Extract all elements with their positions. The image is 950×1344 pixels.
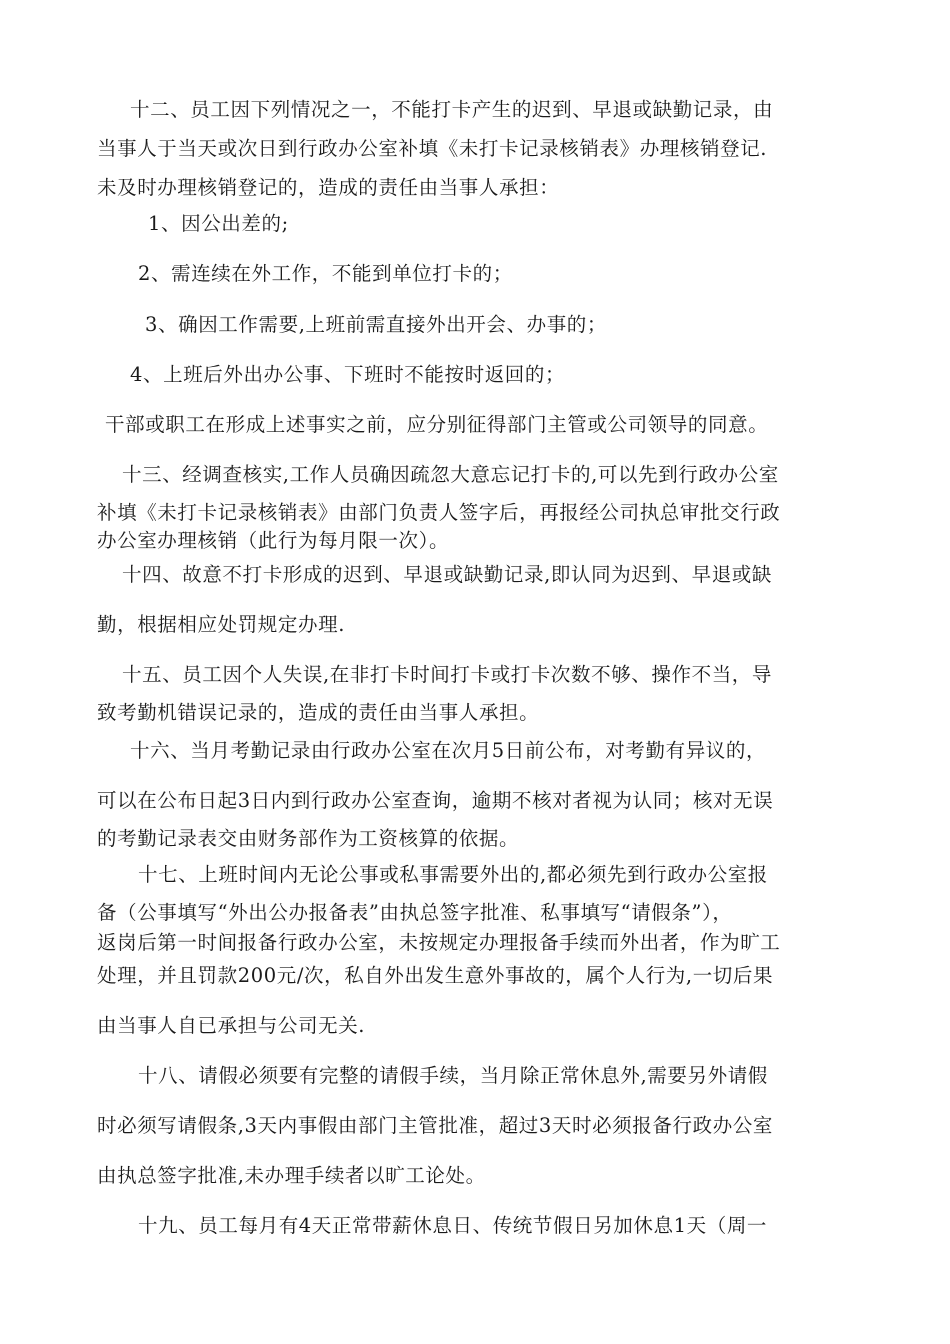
text-line: 由执总签字批准,未办理手续者以旷工论处。 [97,1164,486,1187]
text-line: 2、需连续在外工作，不能到单位打卡的； [138,262,513,285]
text-line: 十八、请假必须要有完整的请假手续，当月除正常休息外,需要另外请假 [138,1064,768,1087]
text-line: 十三、经调查核实,工作人员确因疏忽大意忘记打卡的,可以先到行政办公室 [122,463,779,486]
text-line: 1、因公出差的; [148,212,289,235]
text-line: 返岗后第一时间报备行政办公室，未按规定办理报备手续而外出者，作为旷工 [97,931,781,954]
text-line: 4、上班后外出办公事、下班时不能按时返回的； [130,363,566,386]
text-line: 处理，并且罚款200元/次，私自外出发生意外事故的，属个人行为,一切后果 [97,964,774,987]
text-line: 办公室办理核销（此行为每月限一次）。 [97,529,450,552]
text-line: 的考勤记录表交由财务部作为工资核算的依据。 [97,827,520,850]
text-line: 时必须写请假条,3天内事假由部门主管批准，超过3天时必须报备行政办公室 [97,1114,774,1137]
text-line: 十七、上班时间内无论公事或私事需要外出的,都必须先到行政办公室报 [138,863,768,886]
text-line: 十九、员工每月有4天正常带薪休息日、传统节假日另加休息1天（周一 [138,1214,768,1237]
text-line: 3、确因工作需要,上班前需直接外出开会、办事的； [145,313,608,336]
text-line: 干部或职工在形成上述事实之前，应分别征得部门主管或公司领导的同意。 [105,413,769,436]
text-line: 当事人于当天或次日到行政办公室补填《未打卡记录核销表》办理核销登记. [97,137,768,160]
text-line: 补填《未打卡记录核销表》由部门负责人签字后，再报经公司执总审批交行政 [97,501,781,524]
text-line: 由当事人自已承担与公司无关. [97,1014,366,1037]
text-line: 备（公事填写“外出公办报备表”由执总签字批准、私事填写“请假条”）， [97,901,733,924]
text-line: 十四、故意不打卡形成的迟到、早退或缺勤记录,即认同为迟到、早退或缺 [122,563,772,586]
text-line: 未及时办理核销登记的，造成的责任由当事人承担： [97,176,560,199]
text-line: 可以在公布日起3日内到行政办公室查询，逾期不核对者视为认同；核对无误 [97,789,774,812]
text-line: 十五、员工因个人失误,在非打卡时间打卡或打卡次数不够、操作不当，导 [122,663,772,686]
text-line: 十六、当月考勤记录由行政办公室在次月5日前公布，对考勤有异议的， [130,739,767,762]
text-line: 勤，根据相应处罚规定办理. [97,613,345,636]
text-line: 致考勤机错误记录的，造成的责任由当事人承担。 [97,701,540,724]
text-line: 十二、员工因下列情况之一，不能打卡产生的迟到、早退或缺勤记录，由 [130,98,774,121]
